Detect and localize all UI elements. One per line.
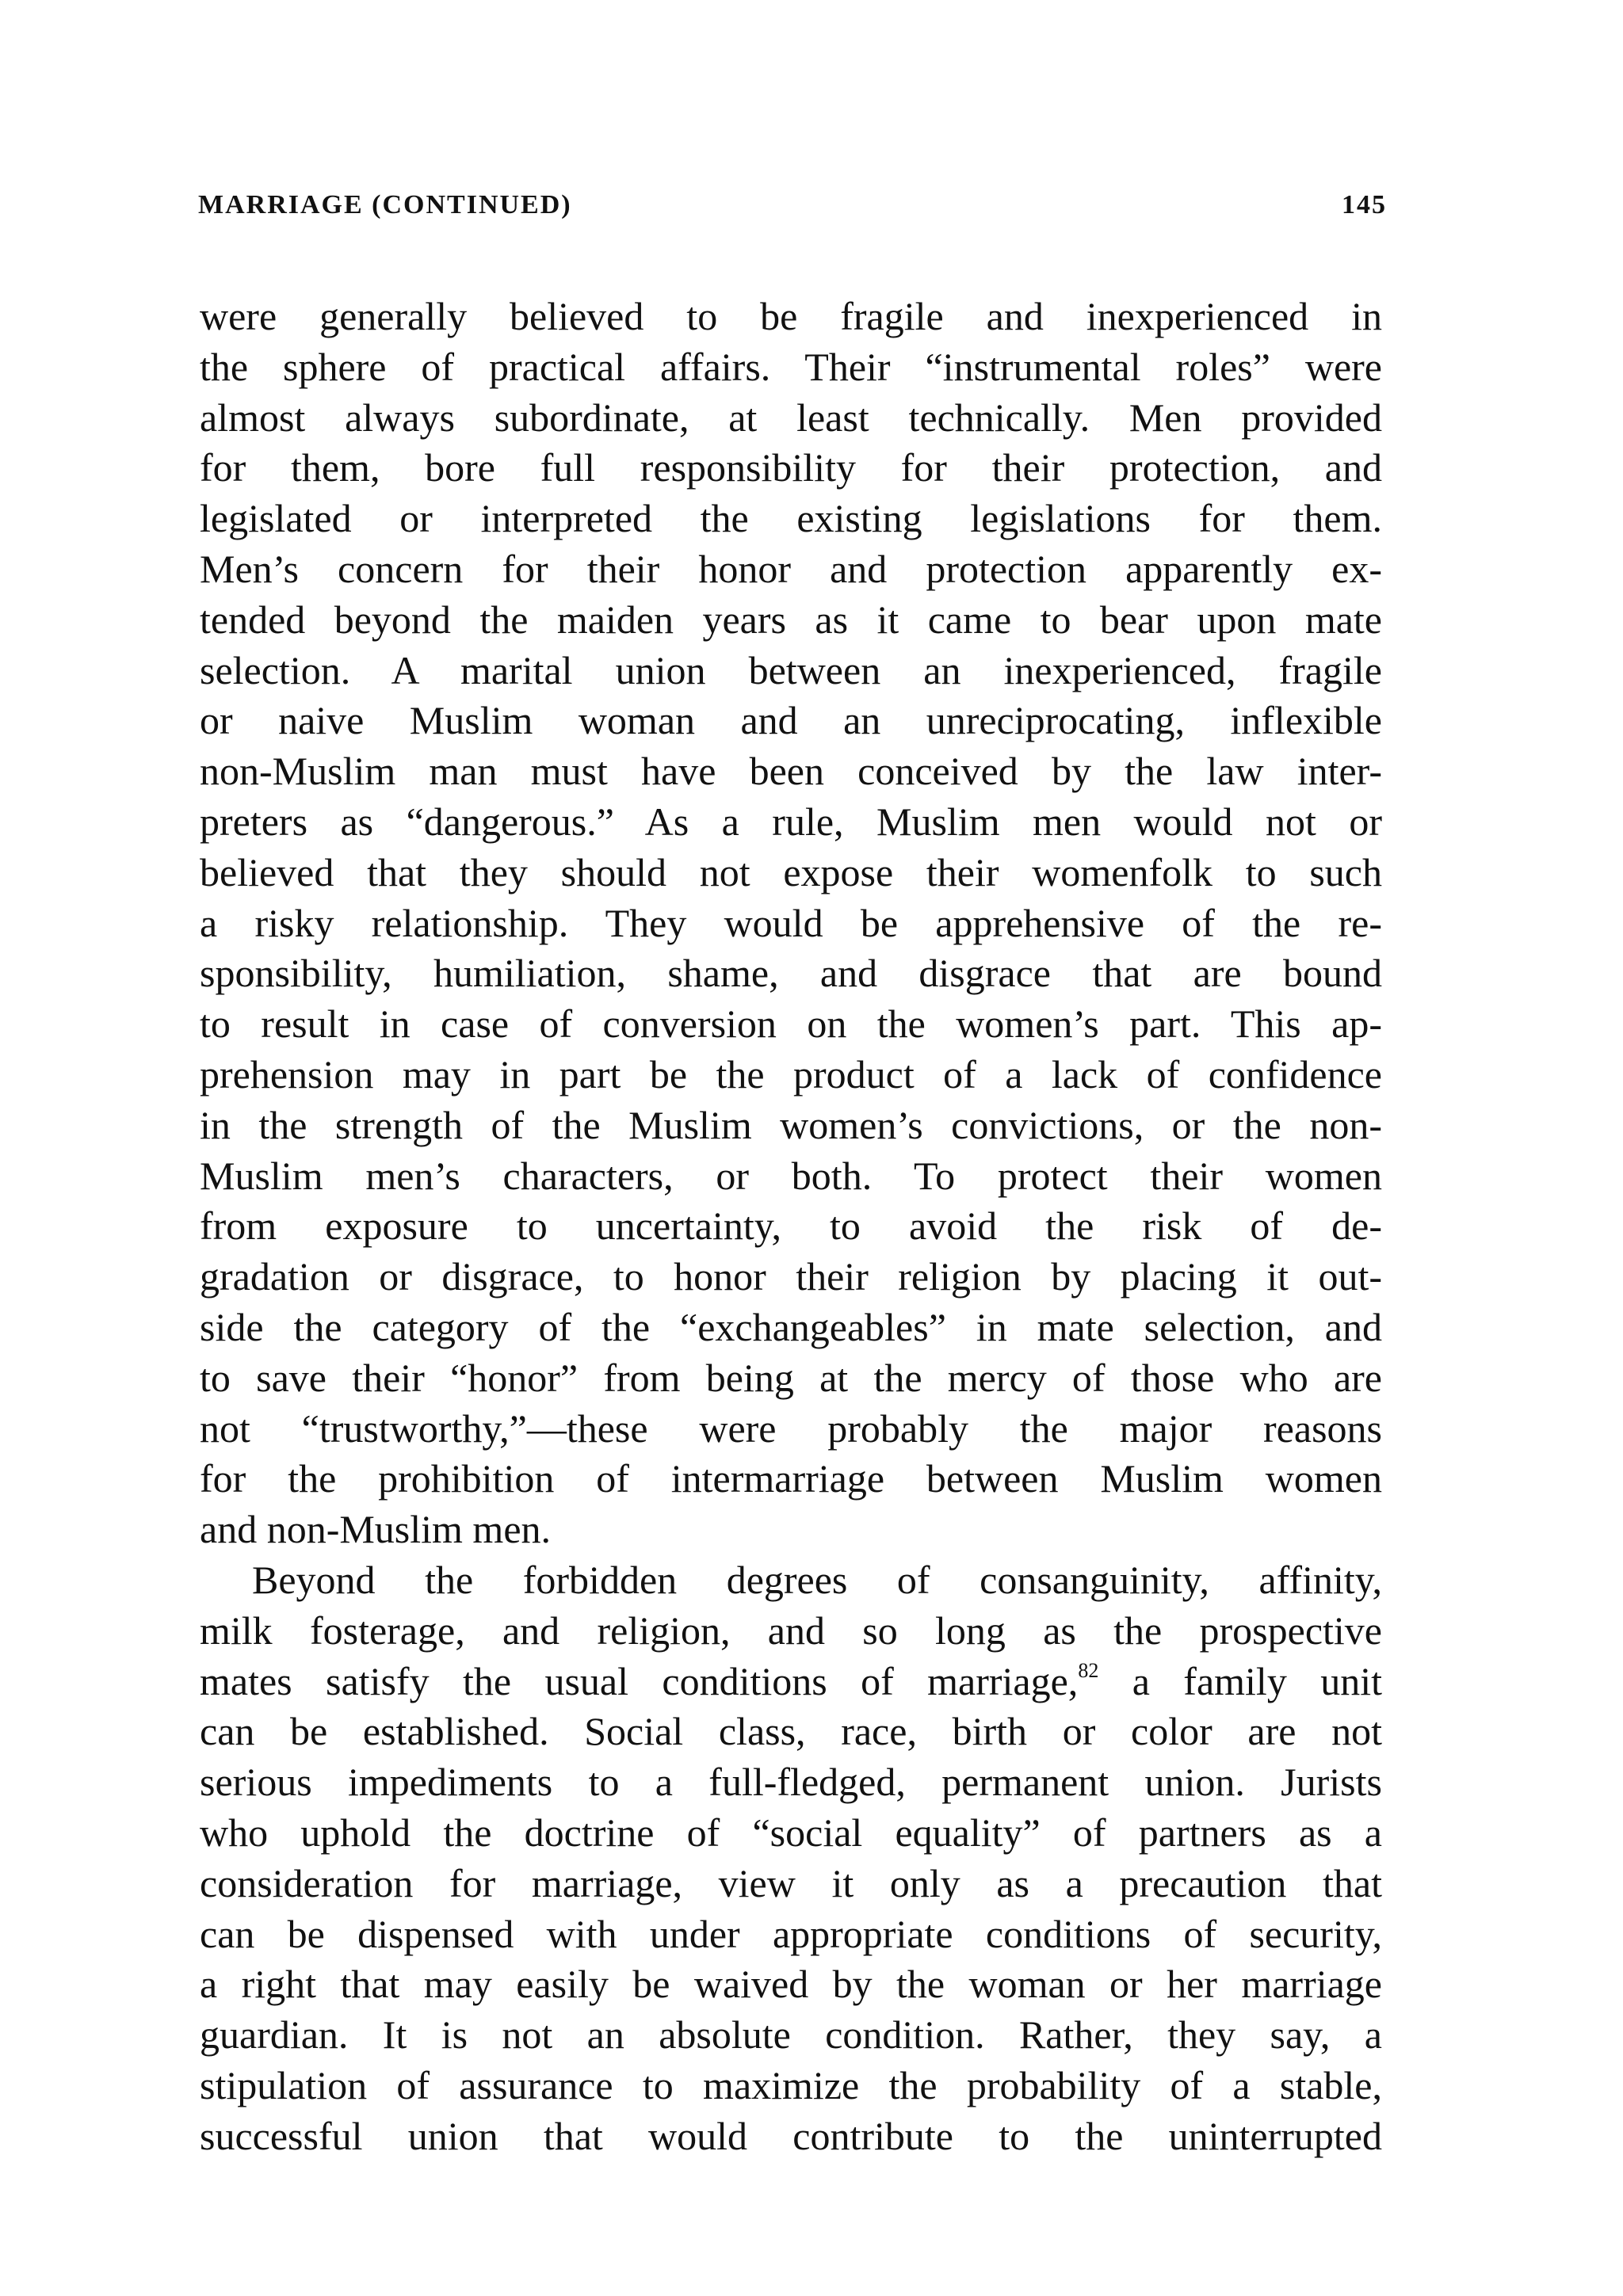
text-line: selection. A marital union between an inexperienced, fragile <box>200 647 1382 692</box>
text-line: in the strength of the Muslim women’s convictions, or the non- <box>200 1102 1382 1147</box>
text-line: to save their “honor” from being at the mercy of those who are <box>200 1355 1382 1400</box>
text-line: were generally believed to be fragile and inexperienced in <box>200 294 1382 338</box>
text-line: or naive Muslim woman and an unreciprocating, inflexible <box>200 698 1382 743</box>
text-line: believed that they should not expose their womenfolk to such <box>200 849 1382 894</box>
text-line: serious impediments to a full-fledged, permanent union. Jurists <box>200 1760 1382 1805</box>
text-line: guardian. It is not an absolute condition. Rather, they say, a <box>200 2012 1382 2058</box>
text-fragment: a family unit <box>1098 1658 1382 1703</box>
text-line: gradation or disgrace, to honor their religion by placing it out- <box>200 1254 1382 1299</box>
text-line: from exposure to uncertainty, to avoid the risk of de- <box>200 1203 1382 1249</box>
text-line: side the category of the “exchangeables” in mate selection, and <box>200 1304 1382 1349</box>
text-line: prehension may in part be the product of a lack of confidence <box>200 1051 1382 1097</box>
running-head <box>198 190 1387 230</box>
text-line: successful union that would contribute to the uninterrupted <box>200 2113 1382 2158</box>
text-line: Muslim men’s characters, or both. To protect their women <box>200 1153 1382 1198</box>
text-line: legislated or interpreted the existing legislations for them. <box>200 496 1382 541</box>
text-line: a right that may easily be waived by the woman or her marriage <box>200 1962 1382 2007</box>
text-line: can be dispensed with under appropriate conditions of security, <box>200 1911 1382 1956</box>
page-number: 145 <box>1342 190 1387 219</box>
text-line: and non-Muslim men. <box>200 1507 552 1552</box>
text-line: a risky relationship. They would be apprehensive of the re- <box>200 900 1382 945</box>
text-line: non-Muslim man must have been conceived by the law inter- <box>200 749 1382 794</box>
text-line: sponsibility, humiliation, shame, and disgrace that are bound <box>200 951 1382 996</box>
text-line: milk fosterage, and religion, and so long as the prospective <box>200 1608 1382 1653</box>
body-text <box>200 292 1382 2161</box>
text-line: tended beyond the maiden years as it came to bear upon mate <box>200 597 1382 642</box>
text-line: consideration for marriage, view it only as a precaution that <box>200 1860 1382 1905</box>
text-line: the sphere of practical affairs. Their “instrumental roles” were <box>200 344 1382 389</box>
text-line: to result in case of conversion on the women’s part. This ap- <box>200 1001 1382 1047</box>
text-line: preters as “dangerous.” As a rule, Muslim men would not or <box>200 799 1382 844</box>
text-line: for them, bore full responsibility for their protection, and <box>200 445 1382 490</box>
text-line: can be established. Social class, race, birth or color are not <box>200 1709 1382 1754</box>
text-line: not “trustworthy,”—these were probably the major reasons <box>200 1405 1382 1451</box>
running-title: MARRIAGE (CONTINUED) <box>198 190 572 219</box>
text-fragment: mates satisfy the usual conditions of marriage, <box>200 1658 1079 1703</box>
text-line: Men’s concern for their honor and protection apparently ex- <box>200 546 1382 591</box>
text-line: stipulation of assurance to maximize the probability of a stable, <box>200 2062 1382 2107</box>
text-line-with-footnote <box>200 1657 1382 1707</box>
text-line: for the prohibition of intermarriage between Muslim women <box>200 1456 1382 1501</box>
paragraph-first-line: Beyond the forbidden degrees of consanguinity, affinity, <box>252 1557 1382 1602</box>
text-line: who uphold the doctrine of “social equality” of partners as a <box>200 1810 1382 1855</box>
footnote-reference[interactable]: 82 <box>1078 1658 1099 1682</box>
text-line: almost always subordinate, at least technically. Men provided <box>200 395 1382 440</box>
